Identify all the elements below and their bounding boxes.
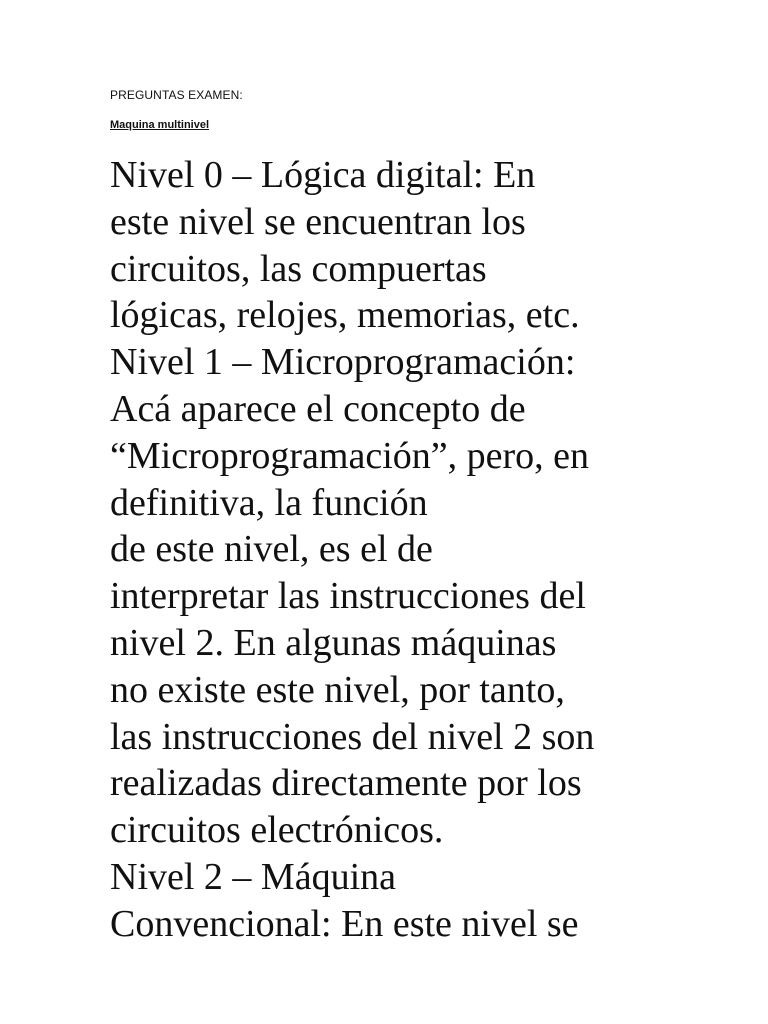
body-line: Nivel 2 – Máquina [110,855,397,898]
body-line: este nivel se encuentran los [110,200,526,243]
body-line: Convencional: En este nivel se [110,902,579,945]
body-line: Acá aparece el concepto de [110,387,526,430]
body-line: lógicas, relojes, memorias, etc. [110,294,580,337]
body-line: las instrucciones del nivel 2 son [110,715,595,758]
body-line: definitiva, la función [110,481,428,524]
body-line: Nivel 1 – Microprogramación: [110,341,576,384]
body-line: interpretar las instrucciones del [110,575,586,618]
body-line: circuitos electrónicos. [110,809,444,852]
body-line: realizadas directamente por los [110,762,582,805]
body-text [110,152,750,948]
document-header: PREGUNTAS EXAMEN: [110,88,243,102]
body-line: “Microprogramación”, pero, en [110,434,590,477]
section-subtitle: Maquina multinivel [110,119,210,131]
body-line: no existe este nivel, por tanto, [110,668,565,711]
body-line: nivel 2. En algunas máquinas [110,621,557,664]
body-line: Nivel 0 – Lógica digital: En [110,154,536,196]
body-line: de este nivel, es el de [110,528,433,571]
body-line: circuitos, las compuertas [110,247,487,290]
